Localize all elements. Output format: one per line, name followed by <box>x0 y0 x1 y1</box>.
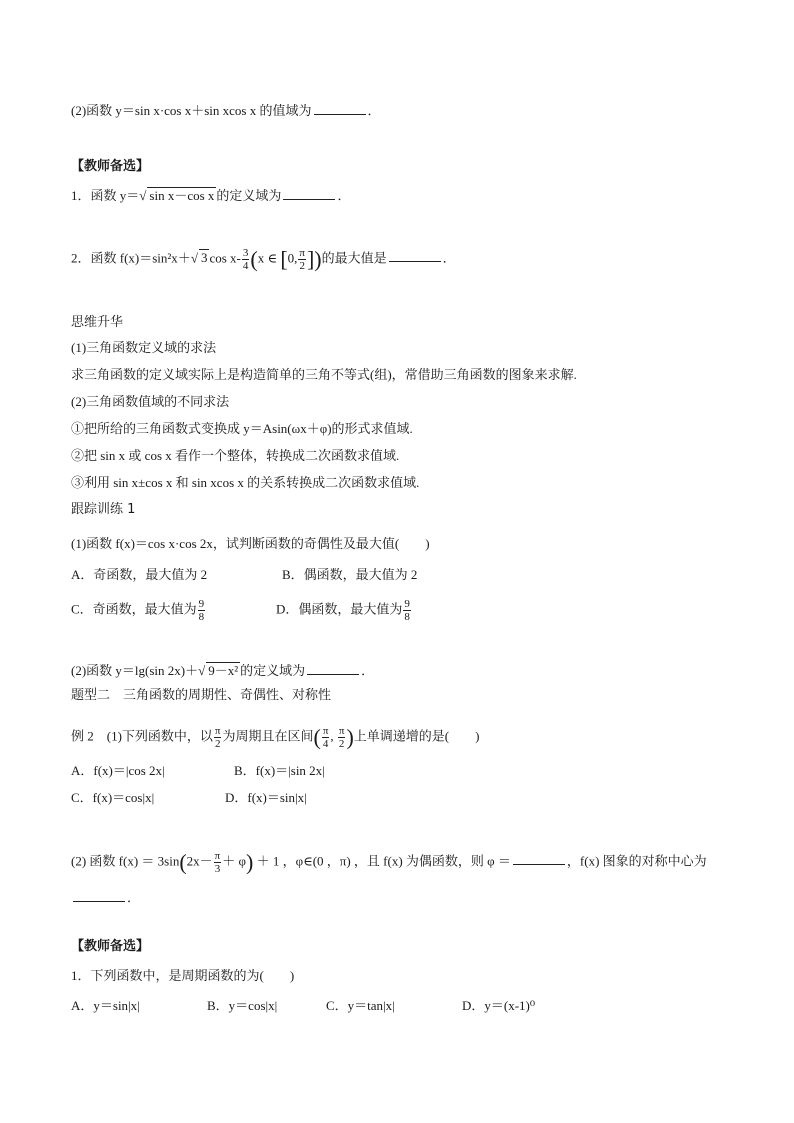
tracking-question-1: (1)函数 f(x)＝cos x·cos 2x，试判断函数的奇偶性及最大值( ) <box>71 536 430 551</box>
option-a[interactable]: A．奇函数，最大值为 2 <box>71 567 208 582</box>
tracking-question-2: (2)函数 y＝lg(sin 2x)＋√ 9－x² 的定义域为 ． <box>71 663 375 678</box>
section-heading-teacher-spare-2: 【教师备选】 <box>71 938 150 953</box>
option-c[interactable]: C．f(x)＝cos|x| <box>71 790 155 805</box>
fraction: $\frac{\pi}{4}$ <box>322 725 329 750</box>
thinking-paragraph-1: 求三角函数的定义域实际上是构造简单的三角不等式(组)，常借助三角函数的图象来求解. <box>71 367 577 382</box>
thinking-method-1: ①把所给的三角函数式变换成 y＝Asin(ωx＋φ)的形式求值域. <box>71 421 413 436</box>
question-text: (2)函数 y＝sin x·cos x＋sin xcos x 的值域为 <box>71 103 312 118</box>
option-d[interactable]: D．f(x)＝sin|x| <box>225 790 307 805</box>
section-heading-type2: 题型二 三角函数的周期性、奇偶性、对称性 <box>71 688 332 703</box>
option-b[interactable]: B．偶函数，最大值为 2 <box>282 567 418 582</box>
section-heading-teacher-spare: 【教师备选】 <box>71 158 150 173</box>
question-value-range: (2)函数 y＝sin x·cos x＋sin xcos x 的值域为 ． <box>71 103 381 118</box>
answer-blank[interactable] <box>283 188 335 200</box>
thinking-heading-2: (2)三角函数值域的不同求法 <box>71 394 230 409</box>
option-a[interactable]: A．f(x)＝|cos 2x| <box>71 763 165 778</box>
option-c[interactable]: C．奇函数，最大值为 $\frac{9}{8}$ <box>71 598 205 623</box>
answer-blank[interactable] <box>314 103 366 115</box>
example-2-question-2-cont: ． <box>71 890 140 906</box>
teacher-spare-item-2: 2．函数 f(x)＝sin²x＋√ 3 cos x- $\frac{3}{4}$ (x ∈ [0, $\frac{\pi}{2}$ ])的最大值是 ． <box>71 246 456 272</box>
answer-blank[interactable] <box>389 250 441 262</box>
fraction: $\frac{9}{8}$ <box>198 598 205 623</box>
teacher-spare-2-question: 1．下列函数中，是周期函数的为( ) <box>71 968 295 983</box>
example-2-question-1: 例 2 (1)下列函数中，以 $\frac{\pi}{2}$ 为周期且在区间( $\frac{\pi}{4}$ , $\frac{\pi}{2}$ )上单调递增的是( ) <box>71 724 480 750</box>
fraction: $\frac{3}{4}$ <box>242 247 249 272</box>
answer-blank[interactable] <box>513 853 565 865</box>
sqrt-sign: √ <box>190 250 198 266</box>
section-heading-tracking: 跟踪训练 1 <box>71 502 136 517</box>
example-2-question-2: (2) 函数 f(x) ＝ 3sin(2x－ $\frac{\pi}{3}$ ＋ φ) ＋ 1 ，φ∈(0 ，π) ，且 f(x) 为偶函数，则 φ ＝ ，f(x) 图象的对称中心为 <box>71 849 707 875</box>
option-c[interactable]: C．y＝tan|x| <box>326 998 395 1013</box>
fraction: $\frac{\pi}{2}$ <box>338 725 345 750</box>
sqrt-body: sin x－cos x <box>149 188 215 203</box>
option-b[interactable]: B．f(x)＝|sin 2x| <box>234 763 325 778</box>
answer-blank[interactable] <box>307 663 359 675</box>
option-a[interactable]: A．y＝sin|x| <box>71 998 140 1013</box>
option-d[interactable]: D．偶函数，最大值为 $\frac{9}{8}$ <box>276 598 410 623</box>
sqrt-sign: √ <box>198 663 206 678</box>
fraction: $\frac{\pi}{2}$ <box>214 725 221 750</box>
sqrt-sign: √ <box>139 188 147 203</box>
thinking-heading-1: (1)三角函数定义域的求法 <box>71 340 217 355</box>
fraction: $\frac{\pi}{3}$ <box>214 850 221 875</box>
answer-blank[interactable] <box>73 890 125 902</box>
section-heading-thinking: 思维升华 <box>71 315 124 330</box>
fraction: $\frac{9}{8}$ <box>404 598 410 623</box>
option-d[interactable]: D．y＝(x-1)⁰ <box>462 998 536 1013</box>
thinking-method-2: ②把 sin x 或 cos x 看作一个整体，转换成二次函数求值域. <box>71 448 400 463</box>
fraction: $\frac{\pi}{2}$ <box>299 247 305 272</box>
thinking-method-3: ③利用 sin x±cos x 和 sin xcos x 的关系转换成二次函数求值域. <box>71 475 420 490</box>
teacher-spare-item-1: 1．函数 y＝√ sin x－cos x 的定义域为 ． <box>71 188 351 203</box>
option-b[interactable]: B．y＝cos|x| <box>207 998 278 1013</box>
